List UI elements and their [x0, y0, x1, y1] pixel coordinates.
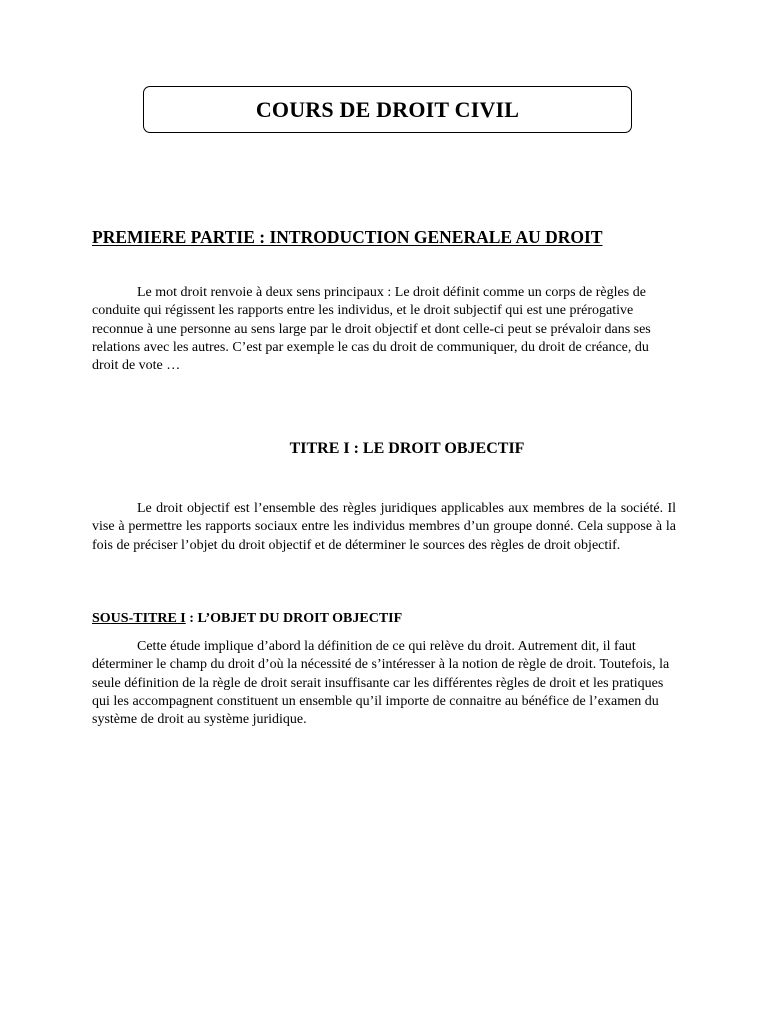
- sous-titre-1-text: L’OBJET DU DROIT OBJECTIF: [197, 611, 403, 626]
- document-title: COURS DE DROIT CIVIL: [255, 96, 520, 122]
- sous-titre-1-separator: :: [185, 611, 198, 626]
- sous-titre-1-heading: [92, 611, 402, 627]
- titre-1-heading: TITRE I : LE DROIT OBJECTIF: [289, 440, 525, 457]
- part-heading: [92, 226, 676, 249]
- part-heading-text: PREMIERE PARTIE : INTRODUCTION GENERALE AU DROIT: [92, 227, 603, 247]
- intro-paragraph: Le mot droit renvoie à deux sens principaux : Le droit définit comme un corps de règles de conduite qui régissent les rapports entre les individus, et le droit subjectif qui est une prérogative reconnue à une personne au sens large par le droit objectif et dont celle-ci peut se prévaloir dans ses relations avec les autres. C’est par exemple le cas du droit de communiquer, du droit de créance, du droit de vote …: [92, 285, 651, 374]
- titre-1-paragraph: Le droit objectif est l’ensemble des règles juridiques applicables aux membres de la société. Il vise à permettre les rapports sociaux entre les individus membres d’un groupe donné. Cela suppose à la fois de préciser l’objet du droit objectif et de déterminer le sources des règles de droit objectif.: [92, 501, 676, 553]
- title-box: [143, 86, 632, 133]
- sous-titre-1-label: SOUS-TITRE I: [92, 611, 186, 626]
- sous-titre-1-paragraph: Cette étude implique d’abord la définition de ce qui relève du droit. Autrement dit, il faut déterminer le champ du droit d’où la nécessité de s’intéresser à la notion de règle de droit. Toutefois, la seule définition de la règle de droit serait insuffisante car les différentes règles de droit et les pratiques qui les accompagnent constituent un ensemble qu’il importe de connaitre au bénéfice de l’examen du système de droit au système juridique.: [92, 639, 670, 728]
